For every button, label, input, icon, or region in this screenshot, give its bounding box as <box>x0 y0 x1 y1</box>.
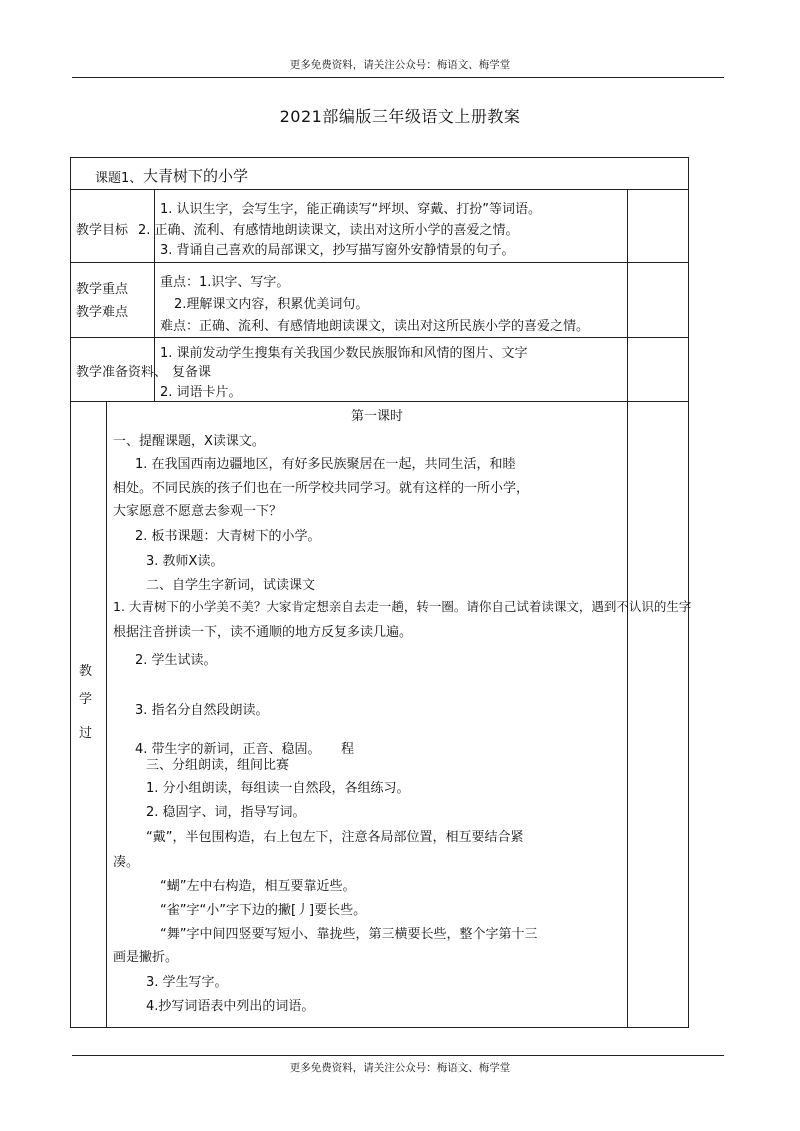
prep-item: 复备课 <box>172 365 212 380</box>
process-line: “戴”，半包围构造，右上包左下，注意各局部位置，相互要结合紧 <box>146 830 524 845</box>
process-line: 一、提醒课题，X读课文。 <box>113 434 265 449</box>
lesson-number: 课题1、 <box>95 171 143 186</box>
process-line: “舞”字中间四竖要写短小、靠拢些，第三横要长些，整个字第十三 <box>160 927 538 942</box>
prep-item: 2. 词语卡片。 <box>160 385 242 400</box>
key-point-label: 教学重点 <box>76 282 129 297</box>
goal-item: 3. 背诵自己喜欢的局部课文，抄写描写窗外安静情景的句子。 <box>160 243 515 258</box>
section-heading: 第一课时 <box>351 409 404 424</box>
process-line: 根据注音拼读一下，读不通顺的地方反复多读几遍。 <box>113 625 413 640</box>
process-label-char: 程 <box>341 742 355 757</box>
goals-label: 教学目标 <box>76 223 129 238</box>
process-line: 画是撇折。 <box>113 950 179 965</box>
process-line: 3. 学生写字。 <box>146 975 228 990</box>
process-line: 相处。不同民族的孩子们也在一所学校共同学习。就有这样的一所小学， <box>113 481 530 496</box>
footer-rule <box>72 1055 724 1056</box>
footer-note: 更多免费资料，请关注公众号：梅语文、梅学堂 <box>289 1062 511 1074</box>
document-title: 2021部编版三年级语文上册教案 <box>279 107 521 126</box>
process-line: 二、自学生字新词，试读课文 <box>146 578 316 593</box>
prep-item: 1. 课前发动学生搜集有关我国少数民族服饰和风情的图片、文字 <box>160 346 528 361</box>
goal-item: 2. 正确、流利、有感情地朗读课文，读出对这所小学的喜爱之情。 <box>138 223 519 238</box>
prep-label: 教学准备资料、 <box>76 365 168 380</box>
header-rule <box>72 77 724 78</box>
lesson-title: 大青树下的小学 <box>143 167 249 185</box>
process-label-char: 学 <box>79 692 93 707</box>
difficulty-label: 教学难点 <box>76 305 129 320</box>
process-line: 2. 稳固字、词，指导写词。 <box>146 805 306 820</box>
process-line: 3. 指名分自然段朗读。 <box>135 703 269 718</box>
process-line: 2. 板书课题：大青树下的小学。 <box>135 529 321 544</box>
process-label-char: 过 <box>79 726 93 741</box>
process-line: “蝴”左中右构造，相互要靠近些。 <box>160 879 356 894</box>
goal-item: 1. 认识生字，会写生字，能正确读写“坪坝、穿戴、打扮”等词语。 <box>160 202 542 217</box>
process-line: 1. 分小组朗读，每组读一自然段，各组练习。 <box>146 781 410 796</box>
process-line: 凑。 <box>113 855 140 870</box>
process-line: 1. 大青树下的小学美不美？大家肯定想亲自去走一趟，转一圈。请你自己试着读课文，遇到不认识的生字 <box>113 599 692 614</box>
process-line: 大家愿意不愿意去参观一下？ <box>113 504 283 519</box>
key-point-item: 重点：1.识字、写字。 <box>160 275 290 290</box>
process-line: 4.抄写词语表中列出的词语。 <box>146 999 315 1014</box>
process-label-char: 教 <box>79 664 93 679</box>
process-line: “雀”字“小”字下边的撇[丿]要长些。 <box>160 903 367 918</box>
process-line: 2. 学生试读。 <box>135 653 217 668</box>
process-line: 3. 教师X读。 <box>146 554 224 569</box>
process-line: 4. 带生字的新词，正音、稳固。 <box>135 742 321 757</box>
key-point-item: 2.理解课文内容，积累优美词句。 <box>174 297 369 312</box>
process-line: 1. 在我国西南边疆地区，有好多民族聚居在一起，共同生活，和睦 <box>135 457 516 472</box>
header-note: 更多免费资料，请关注公众号：梅语文、梅学堂 <box>289 59 511 71</box>
process-line: 三、分组朗读，组间比赛 <box>146 758 290 773</box>
key-point-item: 难点：正确、流利、有感情地朗读课文，读出对这所民族小学的喜爱之情。 <box>160 319 590 334</box>
